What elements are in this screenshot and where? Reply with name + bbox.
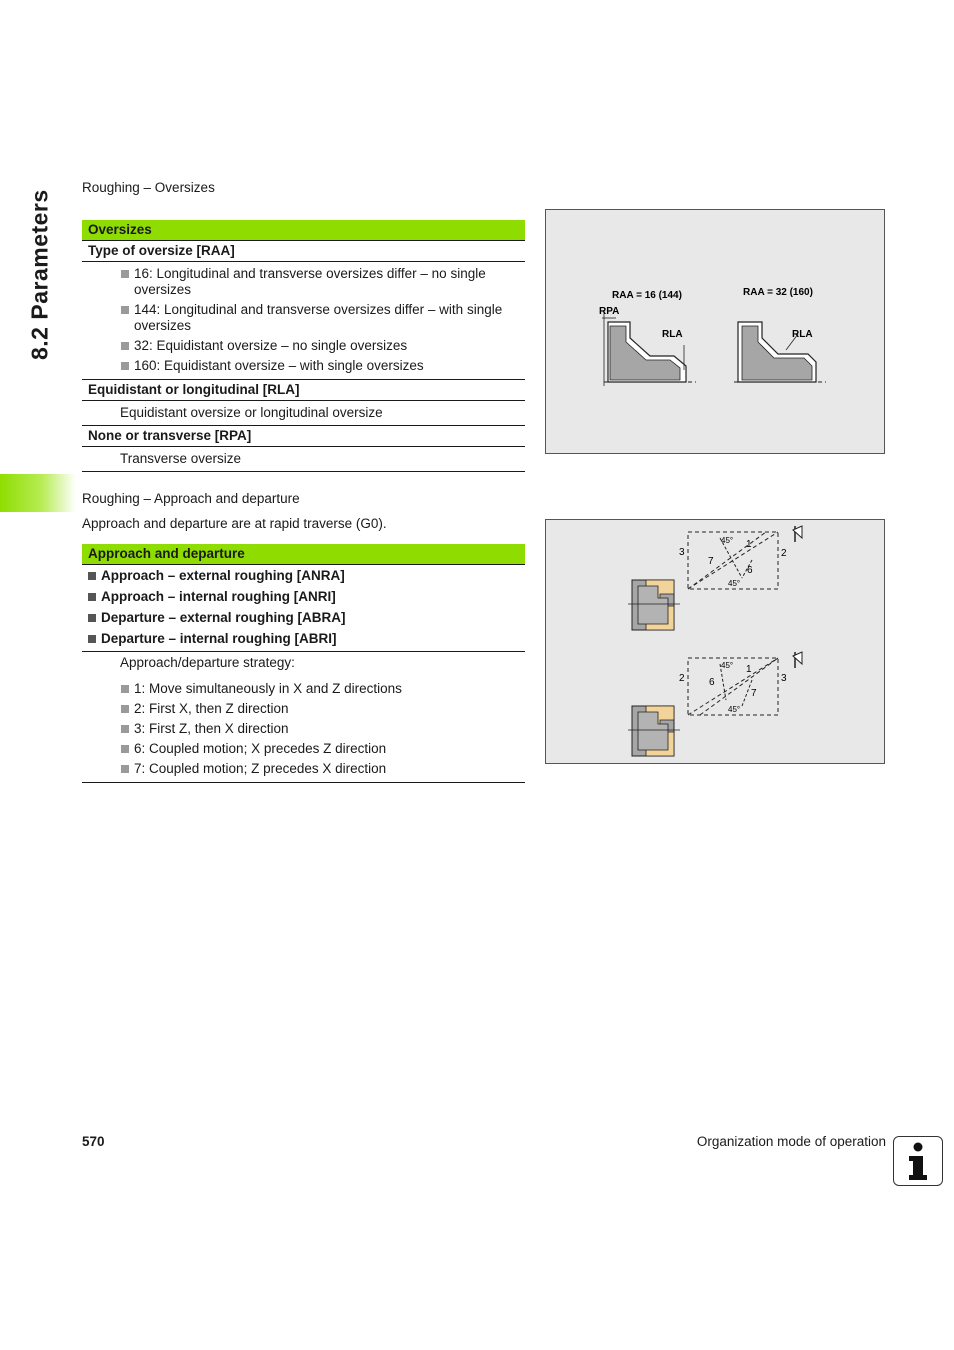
strategy-option: 6: Coupled motion; X precedes Z direction: [120, 741, 525, 757]
strategy-label: Approach/departure strategy:: [120, 655, 295, 670]
rla-label-a: RLA: [662, 329, 683, 340]
raa-option: 160: Equidistant oversize – with single oversizes: [120, 358, 525, 374]
strategy-block: [82, 652, 525, 783]
upper-label-6: 6: [747, 565, 753, 576]
rpa-title: None or transverse [RPA]: [82, 426, 525, 447]
strategy-option: 1: Move simultaneously in X and Z directions: [120, 681, 525, 697]
upper-angle-1: 45°: [721, 536, 734, 545]
upper-label-7: 7: [708, 556, 714, 567]
raa-label-b: RAA = 32 (160): [743, 287, 813, 298]
rpa-label: RPA: [599, 306, 620, 317]
lower-label-6: 6: [709, 677, 715, 688]
lower-label-2: 2: [679, 673, 685, 684]
lower-label-1: 1: [746, 664, 752, 675]
param-anra: Approach – external roughing [ANRA]: [88, 565, 519, 586]
info-icon: [893, 1136, 943, 1186]
upper-label-2: 2: [781, 548, 787, 559]
approach-table: [82, 544, 525, 783]
approach-params: [82, 565, 525, 652]
workpiece-lower: [628, 706, 680, 756]
page-number: 570: [82, 1134, 105, 1149]
param-abri: Departure – internal roughing [ABRI]: [88, 628, 519, 649]
approach-figure: [545, 519, 885, 764]
oversizes-header: Oversizes: [82, 220, 525, 241]
strategy-option: 7: Coupled motion; Z precedes X direction: [120, 761, 525, 777]
section2-intro: Approach and departure are at rapid traverse (G0).: [82, 516, 387, 531]
chapter-title: 8.2 Parameters: [26, 189, 53, 361]
approach-diagram: [546, 520, 884, 763]
param-abra: Departure – external roughing [ABRA]: [88, 607, 519, 628]
raa-option: 32: Equidistant oversize – no single oversizes: [120, 338, 525, 354]
lower-label-3: 3: [781, 673, 787, 684]
strategy-option: 2: First X, then Z direction: [120, 701, 525, 717]
chapter-tab-marker: [0, 474, 76, 512]
lower-angle-2: 45°: [728, 705, 741, 714]
raa-option: 16: Longitudinal and transverse oversizes differ – no single oversizes: [120, 266, 525, 298]
raa-title: Type of oversize [RAA]: [82, 241, 525, 262]
rla-text: Equidistant oversize or longitudinal oversize: [82, 401, 525, 426]
oversize-diagram: [546, 210, 884, 453]
section2-caption: Roughing – Approach and departure: [82, 491, 300, 506]
raa-label-a: RAA = 16 (144): [612, 290, 682, 301]
section1-caption: Roughing – Oversizes: [82, 180, 215, 195]
rla-title: Equidistant or longitudinal [RLA]: [82, 380, 525, 401]
approach-header: Approach and departure: [82, 544, 525, 565]
upper-angle-2: 45°: [728, 579, 741, 588]
oversize-figure: [545, 209, 885, 454]
workpiece-upper: [628, 580, 680, 630]
lower-angle-1: 45°: [721, 661, 734, 670]
rla-label-b: RLA: [792, 329, 813, 340]
lower-label-7: 7: [751, 688, 757, 699]
rpa-text: Transverse oversize: [82, 447, 525, 472]
raa-options: [82, 262, 525, 380]
footer-text: Organization mode of operation: [696, 1134, 886, 1149]
strategy-option: 3: First Z, then X direction: [120, 721, 525, 737]
oversizes-table: [82, 220, 525, 472]
upper-label-1: 1: [746, 539, 752, 550]
raa-option: 144: Longitudinal and transverse oversizes differ – with single oversizes: [120, 302, 525, 334]
workpiece-left: [602, 310, 696, 386]
param-anri: Approach – internal roughing [ANRI]: [88, 586, 519, 607]
upper-label-3: 3: [679, 547, 685, 558]
